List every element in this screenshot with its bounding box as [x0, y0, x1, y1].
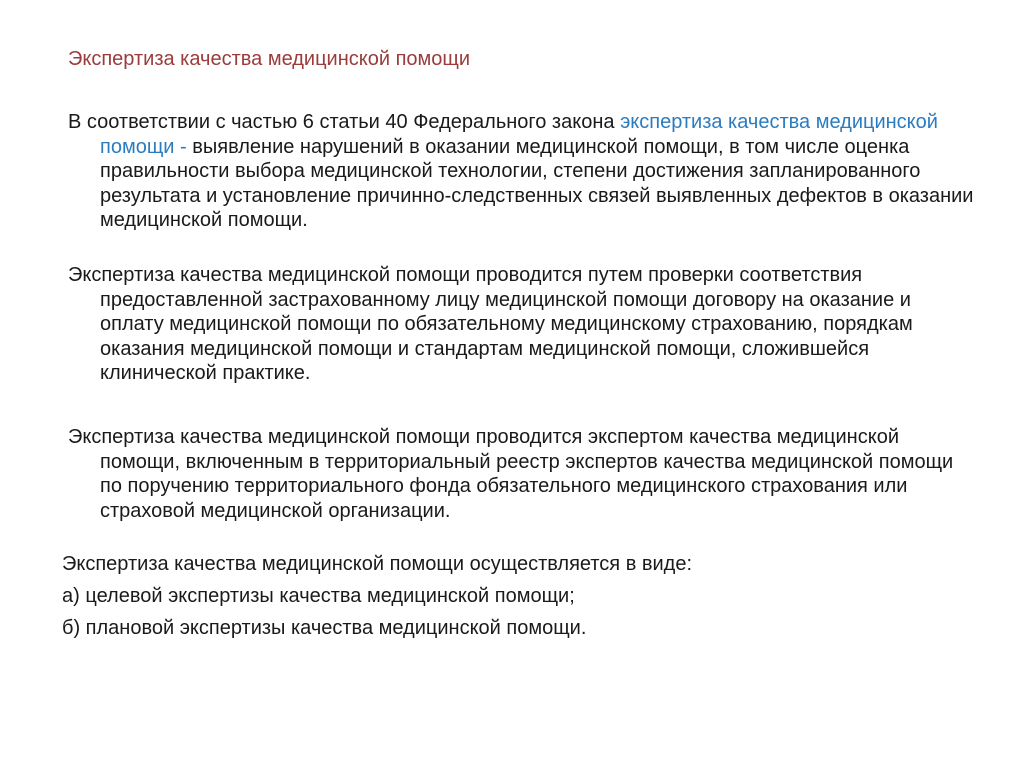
paragraph-expert: Экспертиза качества медицинской помощи проводится экспертом качества медицинской помощи, включенным в территориальный реестр экспертов качества медицинской помощи по поручению территориального фонда обязательного медицинского страхования или страховой медицинской организации. — [68, 426, 954, 522]
slide-title: Экспертиза качества медицинской помощи — [68, 48, 471, 70]
list-item-planned: б) плановой экспертизы качества медицинской помощи. — [62, 617, 587, 639]
list-item-targeted: а) целевой экспертизы качества медицинской помощи; — [62, 585, 575, 607]
paragraph-definition-highlight: экспертиза качества медицинской помощи - — [100, 111, 938, 158]
paragraph-definition-rest: выявление нарушений в оказании медицинской помощи, в том числе оценка правильности выбора медицинской технологии, степени достижения запланированного результата и установление причинно-следственных связей выявленных дефектов в оказании медицинской помощи. — [100, 135, 974, 231]
paragraph-types-intro: Экспертиза качества медицинской помощи осуществляется в виде: — [62, 553, 693, 575]
paragraph-verification: Экспертиза качества медицинской помощи проводится путем проверки соответствия предоставленной застрахованному лицу медицинской помощи договору на оказание и оплату медицинской помощи по обязательному медицинскому страхованию, порядкам оказания медицинской помощи и стандартам медицинской помощи, сложившейся клинической практике. — [68, 264, 913, 384]
paragraph-definition — [68, 110, 980, 233]
paragraph-definition-lead: В соответствии с частью 6 статьи 40 Федерального закона — [68, 111, 621, 133]
